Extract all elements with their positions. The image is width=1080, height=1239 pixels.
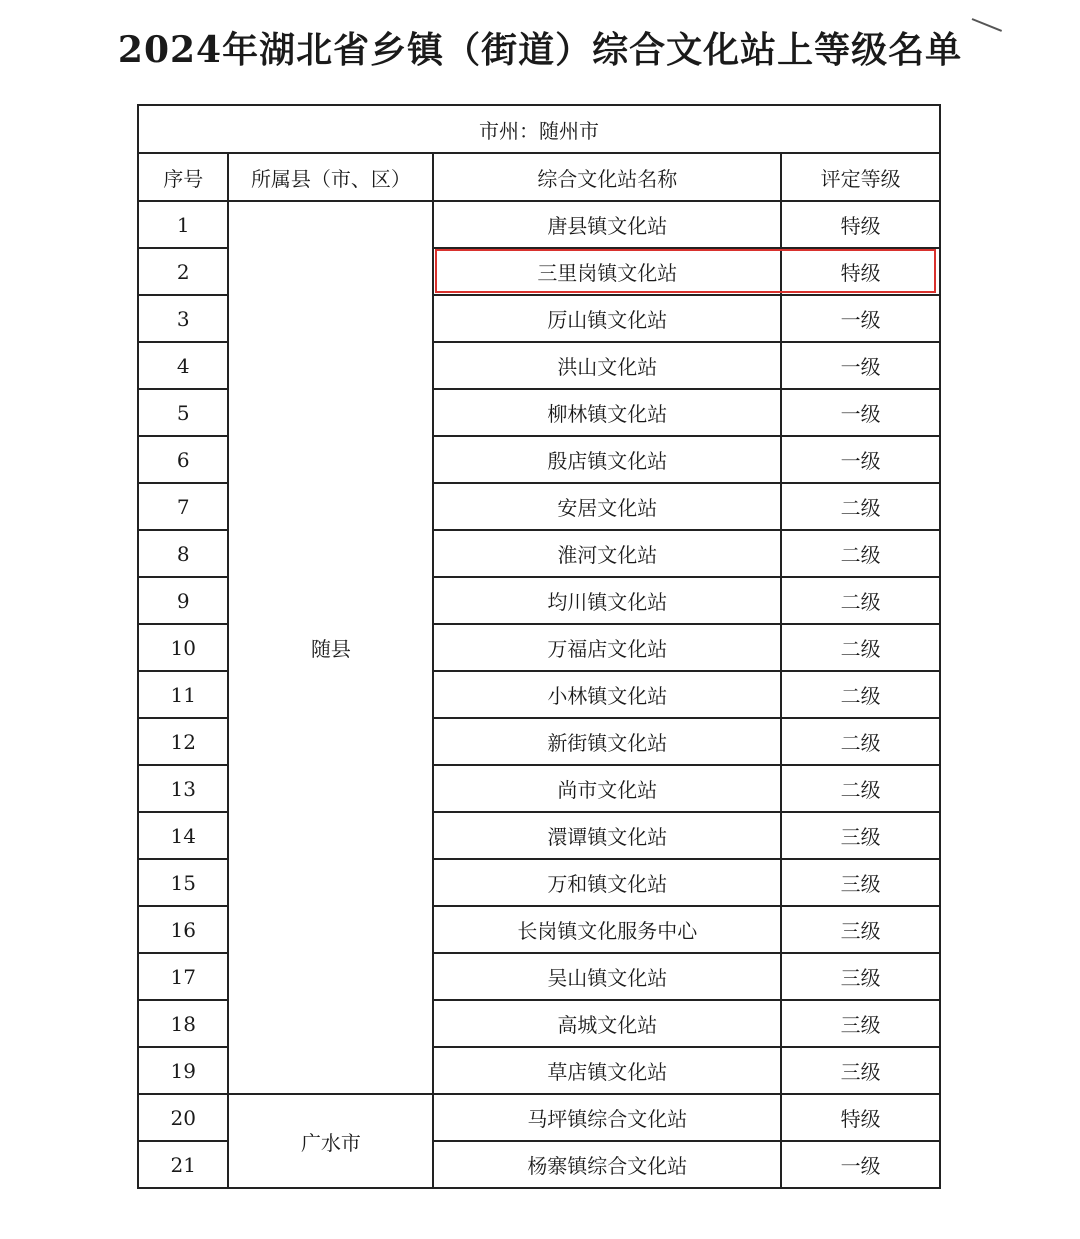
grade-cell: 一级 — [781, 295, 940, 342]
grade-cell: 特级 — [781, 248, 940, 295]
header-grade: 评定等级 — [781, 153, 940, 201]
station-name: 高城文化站 — [433, 1000, 781, 1047]
grade-cell: 二级 — [781, 530, 940, 577]
station-name: 万和镇文化站 — [433, 859, 781, 906]
grade-cell: 三级 — [781, 953, 940, 1000]
station-name: 安居文化站 — [433, 483, 781, 530]
page-title: 2024年湖北省乡镇（街道）综合文化站上等级名单 — [117, 29, 963, 71]
grade-cell: 三级 — [781, 1000, 940, 1047]
station-name: 殷店镇文化站 — [433, 436, 781, 483]
station-name: 唐县镇文化站 — [433, 201, 781, 248]
city-row — [138, 105, 940, 153]
station-name: 杨寨镇综合文化站 — [433, 1141, 781, 1188]
row-number: 7 — [138, 483, 228, 530]
station-name: 新街镇文化站 — [433, 718, 781, 765]
row-number: 14 — [138, 812, 228, 859]
row-number: 20 — [138, 1094, 228, 1141]
station-name: 吴山镇文化站 — [433, 953, 781, 1000]
grade-cell: 一级 — [781, 342, 940, 389]
row-number: 3 — [138, 295, 228, 342]
grade-cell: 三级 — [781, 906, 940, 953]
grade-cell: 三级 — [781, 812, 940, 859]
station-name: 澴谭镇文化站 — [433, 812, 781, 859]
culture-station-table — [137, 104, 941, 1189]
header-row — [138, 153, 940, 201]
station-name: 淮河文化站 — [433, 530, 781, 577]
station-name: 柳林镇文化站 — [433, 389, 781, 436]
row-number: 5 — [138, 389, 228, 436]
row-number: 2 — [138, 248, 228, 295]
row-number: 21 — [138, 1141, 228, 1188]
row-number: 18 — [138, 1000, 228, 1047]
header-station-name: 综合文化站名称 — [433, 153, 781, 201]
row-number: 6 — [138, 436, 228, 483]
row-number: 19 — [138, 1047, 228, 1094]
row-number: 10 — [138, 624, 228, 671]
station-name: 洪山文化站 — [433, 342, 781, 389]
grade-cell: 一级 — [781, 389, 940, 436]
grade-cell: 特级 — [781, 1094, 940, 1141]
grade-cell: 三级 — [781, 1047, 940, 1094]
grade-cell: 二级 — [781, 624, 940, 671]
grade-cell: 三级 — [781, 859, 940, 906]
station-name: 草店镇文化站 — [433, 1047, 781, 1094]
station-name: 小林镇文化站 — [433, 671, 781, 718]
row-number: 12 — [138, 718, 228, 765]
header-county: 所属县（市、区） — [228, 153, 433, 201]
station-name: 马坪镇综合文化站 — [433, 1094, 781, 1141]
station-name: 尚市文化站 — [433, 765, 781, 812]
row-number: 1 — [138, 201, 228, 248]
grade-cell: 一级 — [781, 1141, 940, 1188]
station-name: 长岗镇文化服务中心 — [433, 906, 781, 953]
grade-cell: 特级 — [781, 201, 940, 248]
row-number: 16 — [138, 906, 228, 953]
row-number: 15 — [138, 859, 228, 906]
county-cell: 广水市 — [228, 1094, 433, 1188]
county-cell: 随县 — [228, 201, 433, 1094]
station-name: 厉山镇文化站 — [433, 295, 781, 342]
station-name: 万福店文化站 — [433, 624, 781, 671]
station-name: 三里岗镇文化站 — [433, 248, 781, 295]
row-number: 13 — [138, 765, 228, 812]
row-number: 11 — [138, 671, 228, 718]
table-row — [138, 1094, 940, 1141]
grade-cell: 二级 — [781, 577, 940, 624]
grade-cell: 二级 — [781, 483, 940, 530]
city-label: 市州：随州市 — [138, 105, 940, 153]
grade-cell: 二级 — [781, 671, 940, 718]
table-row — [138, 201, 940, 248]
row-number: 8 — [138, 530, 228, 577]
grade-cell: 一级 — [781, 436, 940, 483]
header-no: 序号 — [138, 153, 228, 201]
grade-cell: 二级 — [781, 718, 940, 765]
row-number: 9 — [138, 577, 228, 624]
row-number: 17 — [138, 953, 228, 1000]
grade-cell: 二级 — [781, 765, 940, 812]
row-number: 4 — [138, 342, 228, 389]
station-name: 均川镇文化站 — [433, 577, 781, 624]
